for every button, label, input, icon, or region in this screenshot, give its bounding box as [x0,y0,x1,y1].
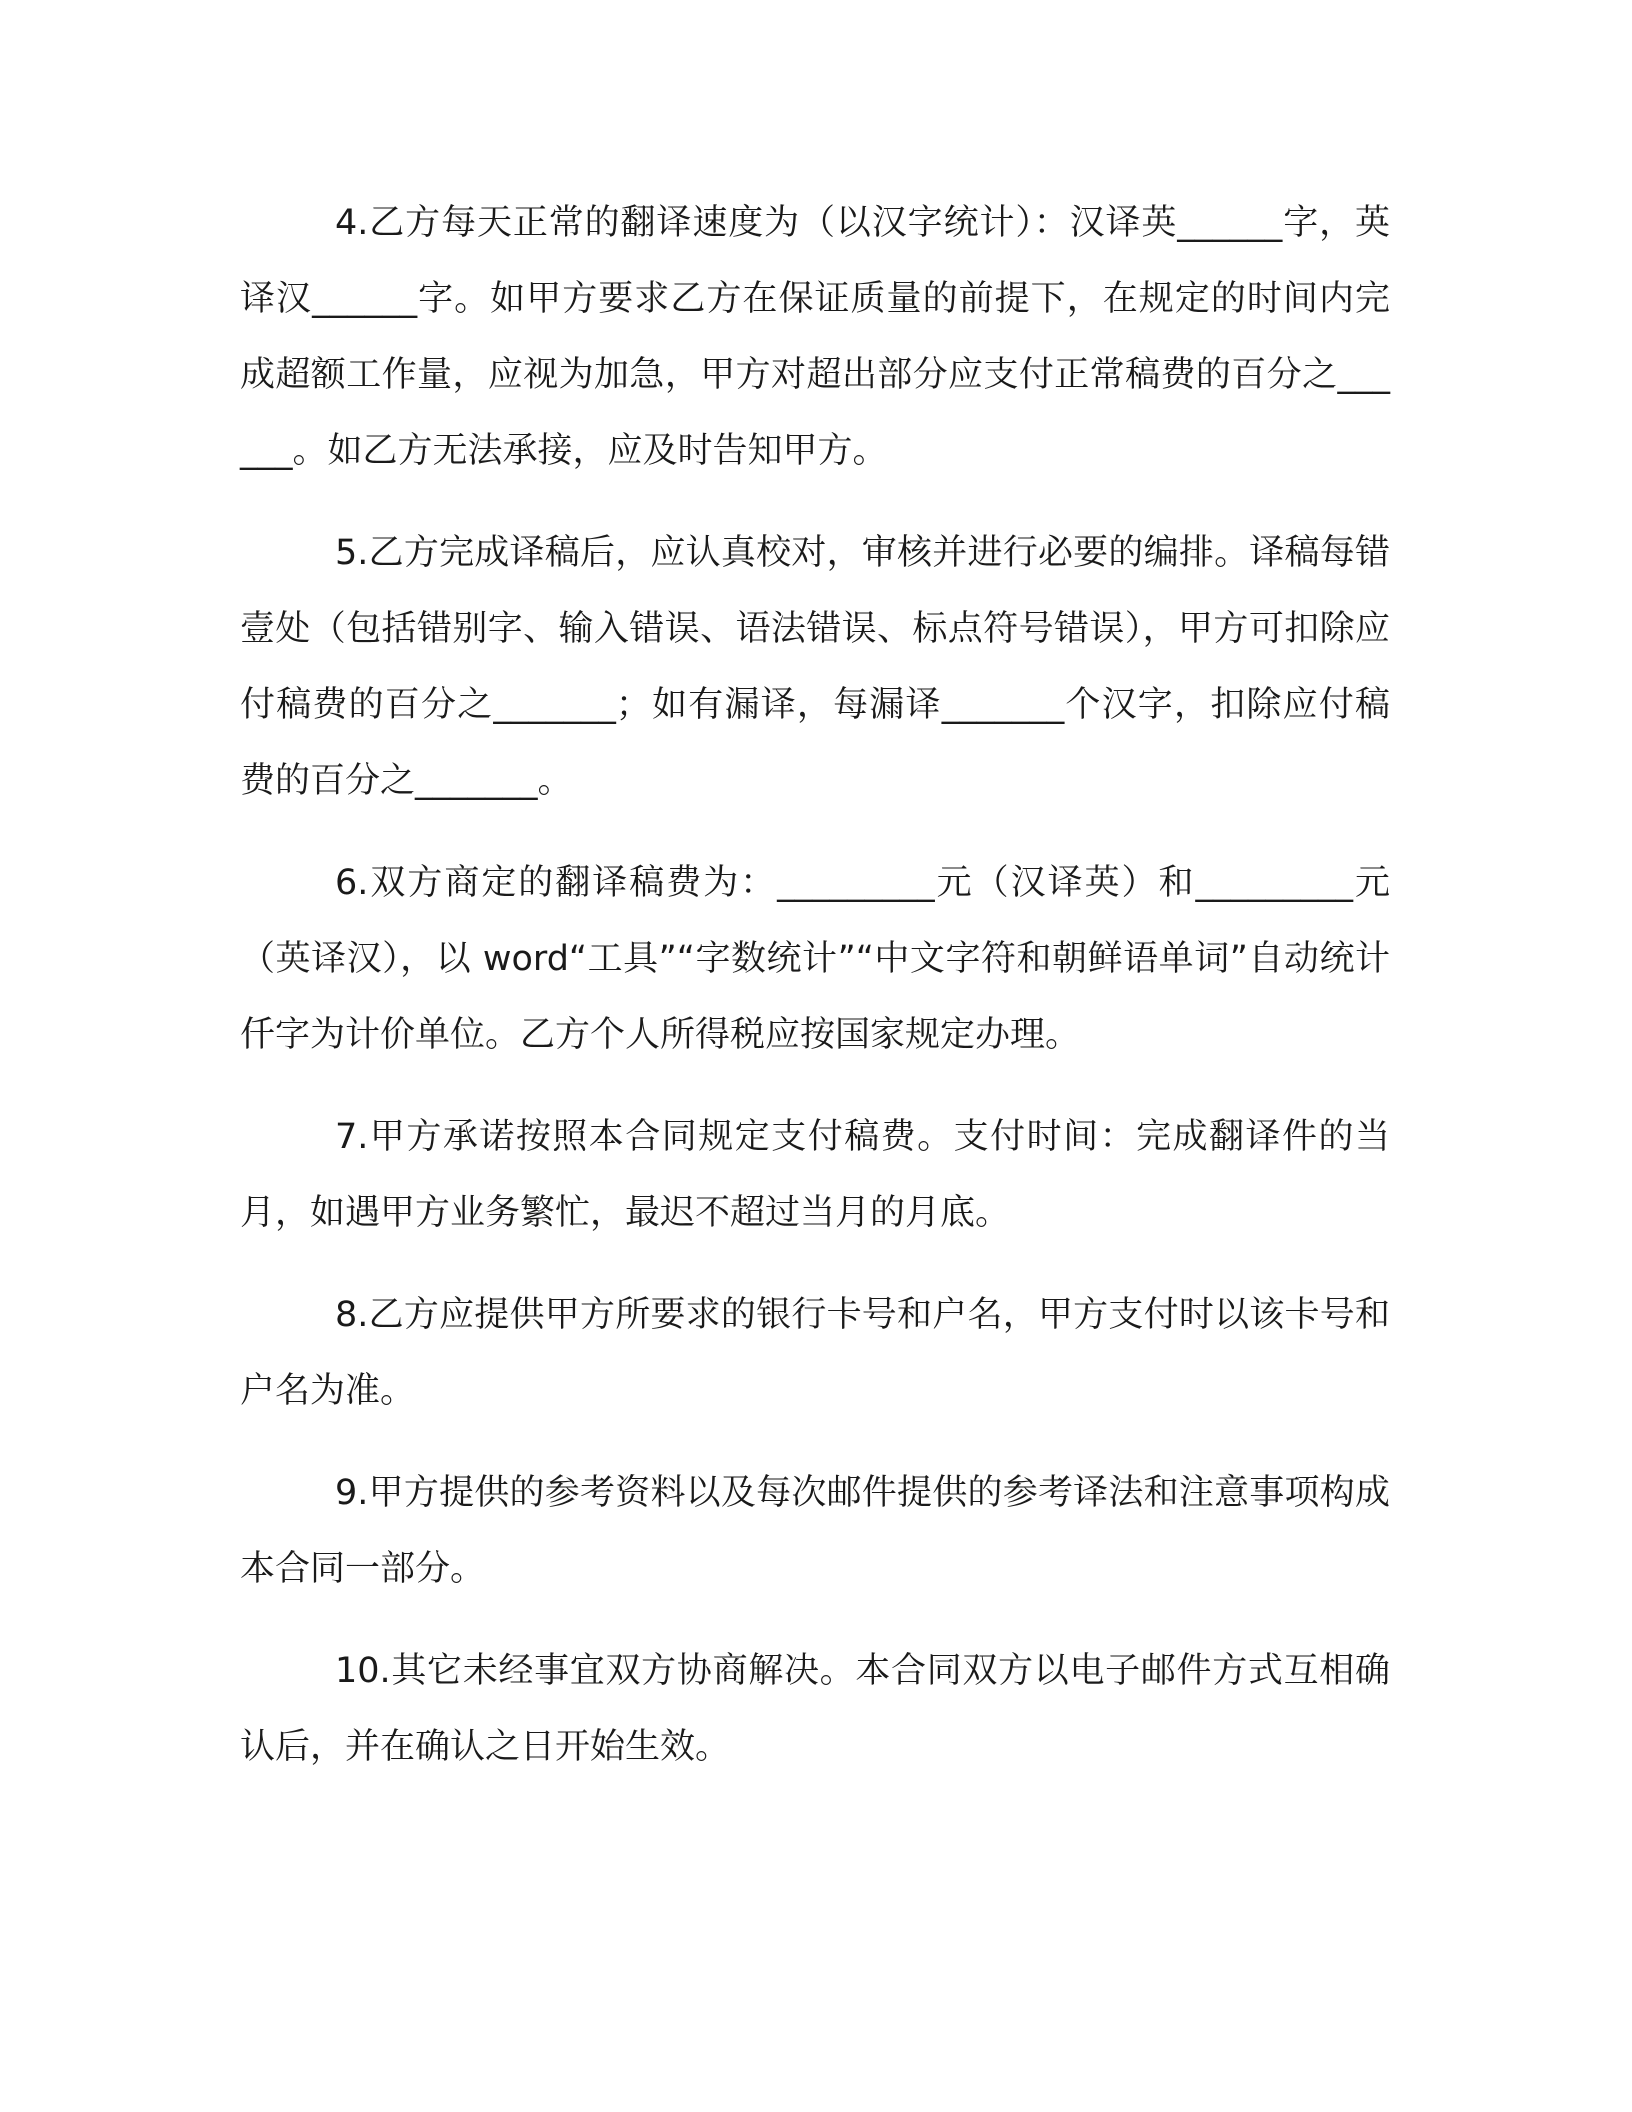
clause-10: 10.其它未经事宜双方协商解决。本合同双方以电子邮件方式互相确认后，并在确认之日开始生效。 [240,1651,1390,1767]
clause-4: 4.乙方每天正常的翻译速度为（以汉字统计）：汉译英______字，英译汉______字。如甲方要求乙方在保证质量的前提下，在规定的时间内完成超额工作量，应视为加急，甲方对超出部分应支付正常稿费的百分之______。如乙方无法承接，应及时告知甲方。 [240,203,1390,471]
clause-9: 9.甲方提供的参考资料以及每次邮件提供的参考译法和注意事项构成本合同一部分。 [240,1473,1390,1589]
clause-7: 7.甲方承诺按照本合同规定支付稿费。支付时间：完成翻译件的当月，如遇甲方业务繁忙，最迟不超过当月的月底。 [240,1117,1390,1233]
clause-5: 5.乙方完成译稿后，应认真校对，审核并进行必要的编排。译稿每错壹处（包括错别字、输入错误、语法错误、标点符号错误），甲方可扣除应付稿费的百分之_______；如有漏译，每漏译_______个汉字，扣除应付稿费的百分之_______。 [240,533,1390,801]
clause-6: 6.双方商定的翻译稿费为：_________元（汉译英）和_________元（英译汉），以 word“工具”“字数统计”“中文字符和朝鲜语单词”自动统计仟字为计价单位。乙方个人所得税应按国家规定办理。 [240,863,1390,1055]
contract-body [240,185,1390,1811]
clause-8: 8.乙方应提供甲方所要求的银行卡号和户名，甲方支付时以该卡号和户名为准。 [240,1295,1390,1411]
